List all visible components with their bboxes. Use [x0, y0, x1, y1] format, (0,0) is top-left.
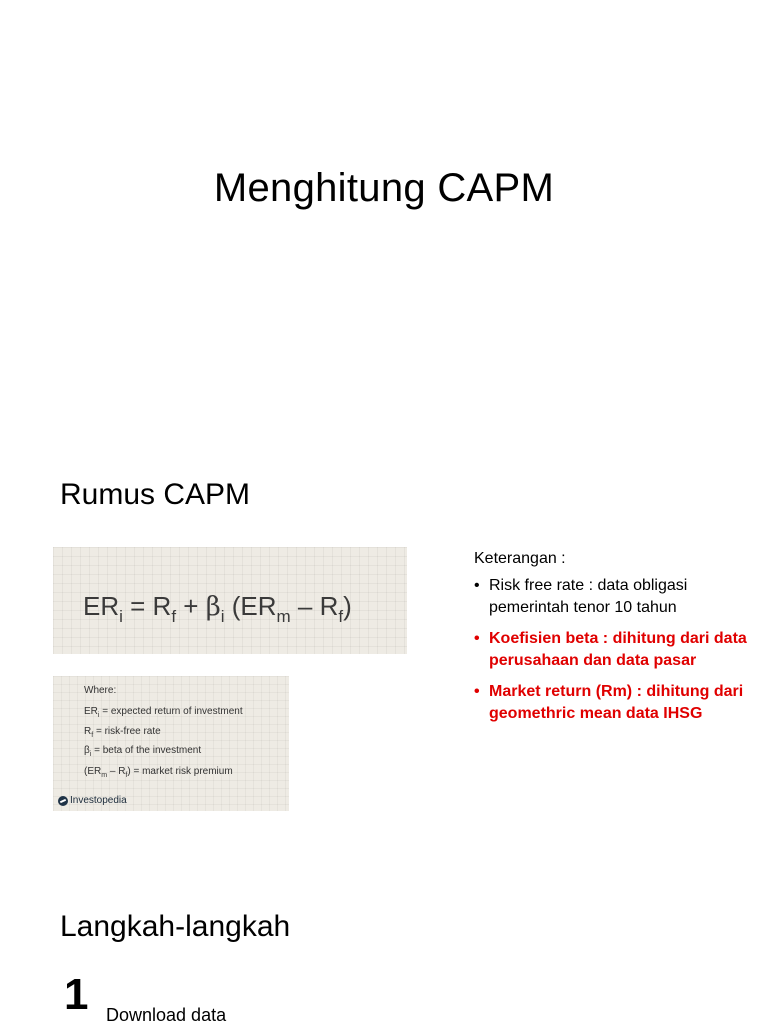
- where-line: $\beta_i$ = beta of the investment: [84, 745, 202, 758]
- formula-image: [53, 547, 407, 654]
- where-line: $(ER_m - R_f)$ = market risk premium: [84, 766, 233, 779]
- slide-title: Menghitung CAPM: [213, 166, 555, 210]
- section-title-rumus: Rumus CAPM: [60, 478, 251, 511]
- section-title-langkah: Langkah-langkah: [60, 910, 291, 943]
- where-line: $R_f$ = risk-free rate: [84, 726, 161, 739]
- notes-bullet: • Koefisien beta : dihitung dari data perusahaan dan data pasar: [474, 629, 747, 669]
- investopedia-icon: [58, 796, 68, 806]
- notes-bullet: • Market return (Rm) : dihitung dari geomethric mean data IHSG: [474, 682, 744, 722]
- capm-formula: $ER_i = R_f + \beta_i$ $(ER_m - R_f)$: [83, 591, 352, 626]
- investopedia-logo: Investopedia: [58, 795, 127, 806]
- where-line: $ER_i$ = expected return of investment: [84, 706, 243, 719]
- notes-panel: [474, 548, 754, 734]
- where-heading: Where:: [84, 685, 117, 696]
- notes-bullet: • Risk free rate : data obligasi pemerintah tenor 10 tahun: [474, 576, 688, 616]
- step-number: 1: [64, 970, 89, 1019]
- where-legend-image: [53, 676, 289, 811]
- notes-heading: Keterangan :: [474, 550, 566, 567]
- step-text: Download data: [106, 1005, 227, 1025]
